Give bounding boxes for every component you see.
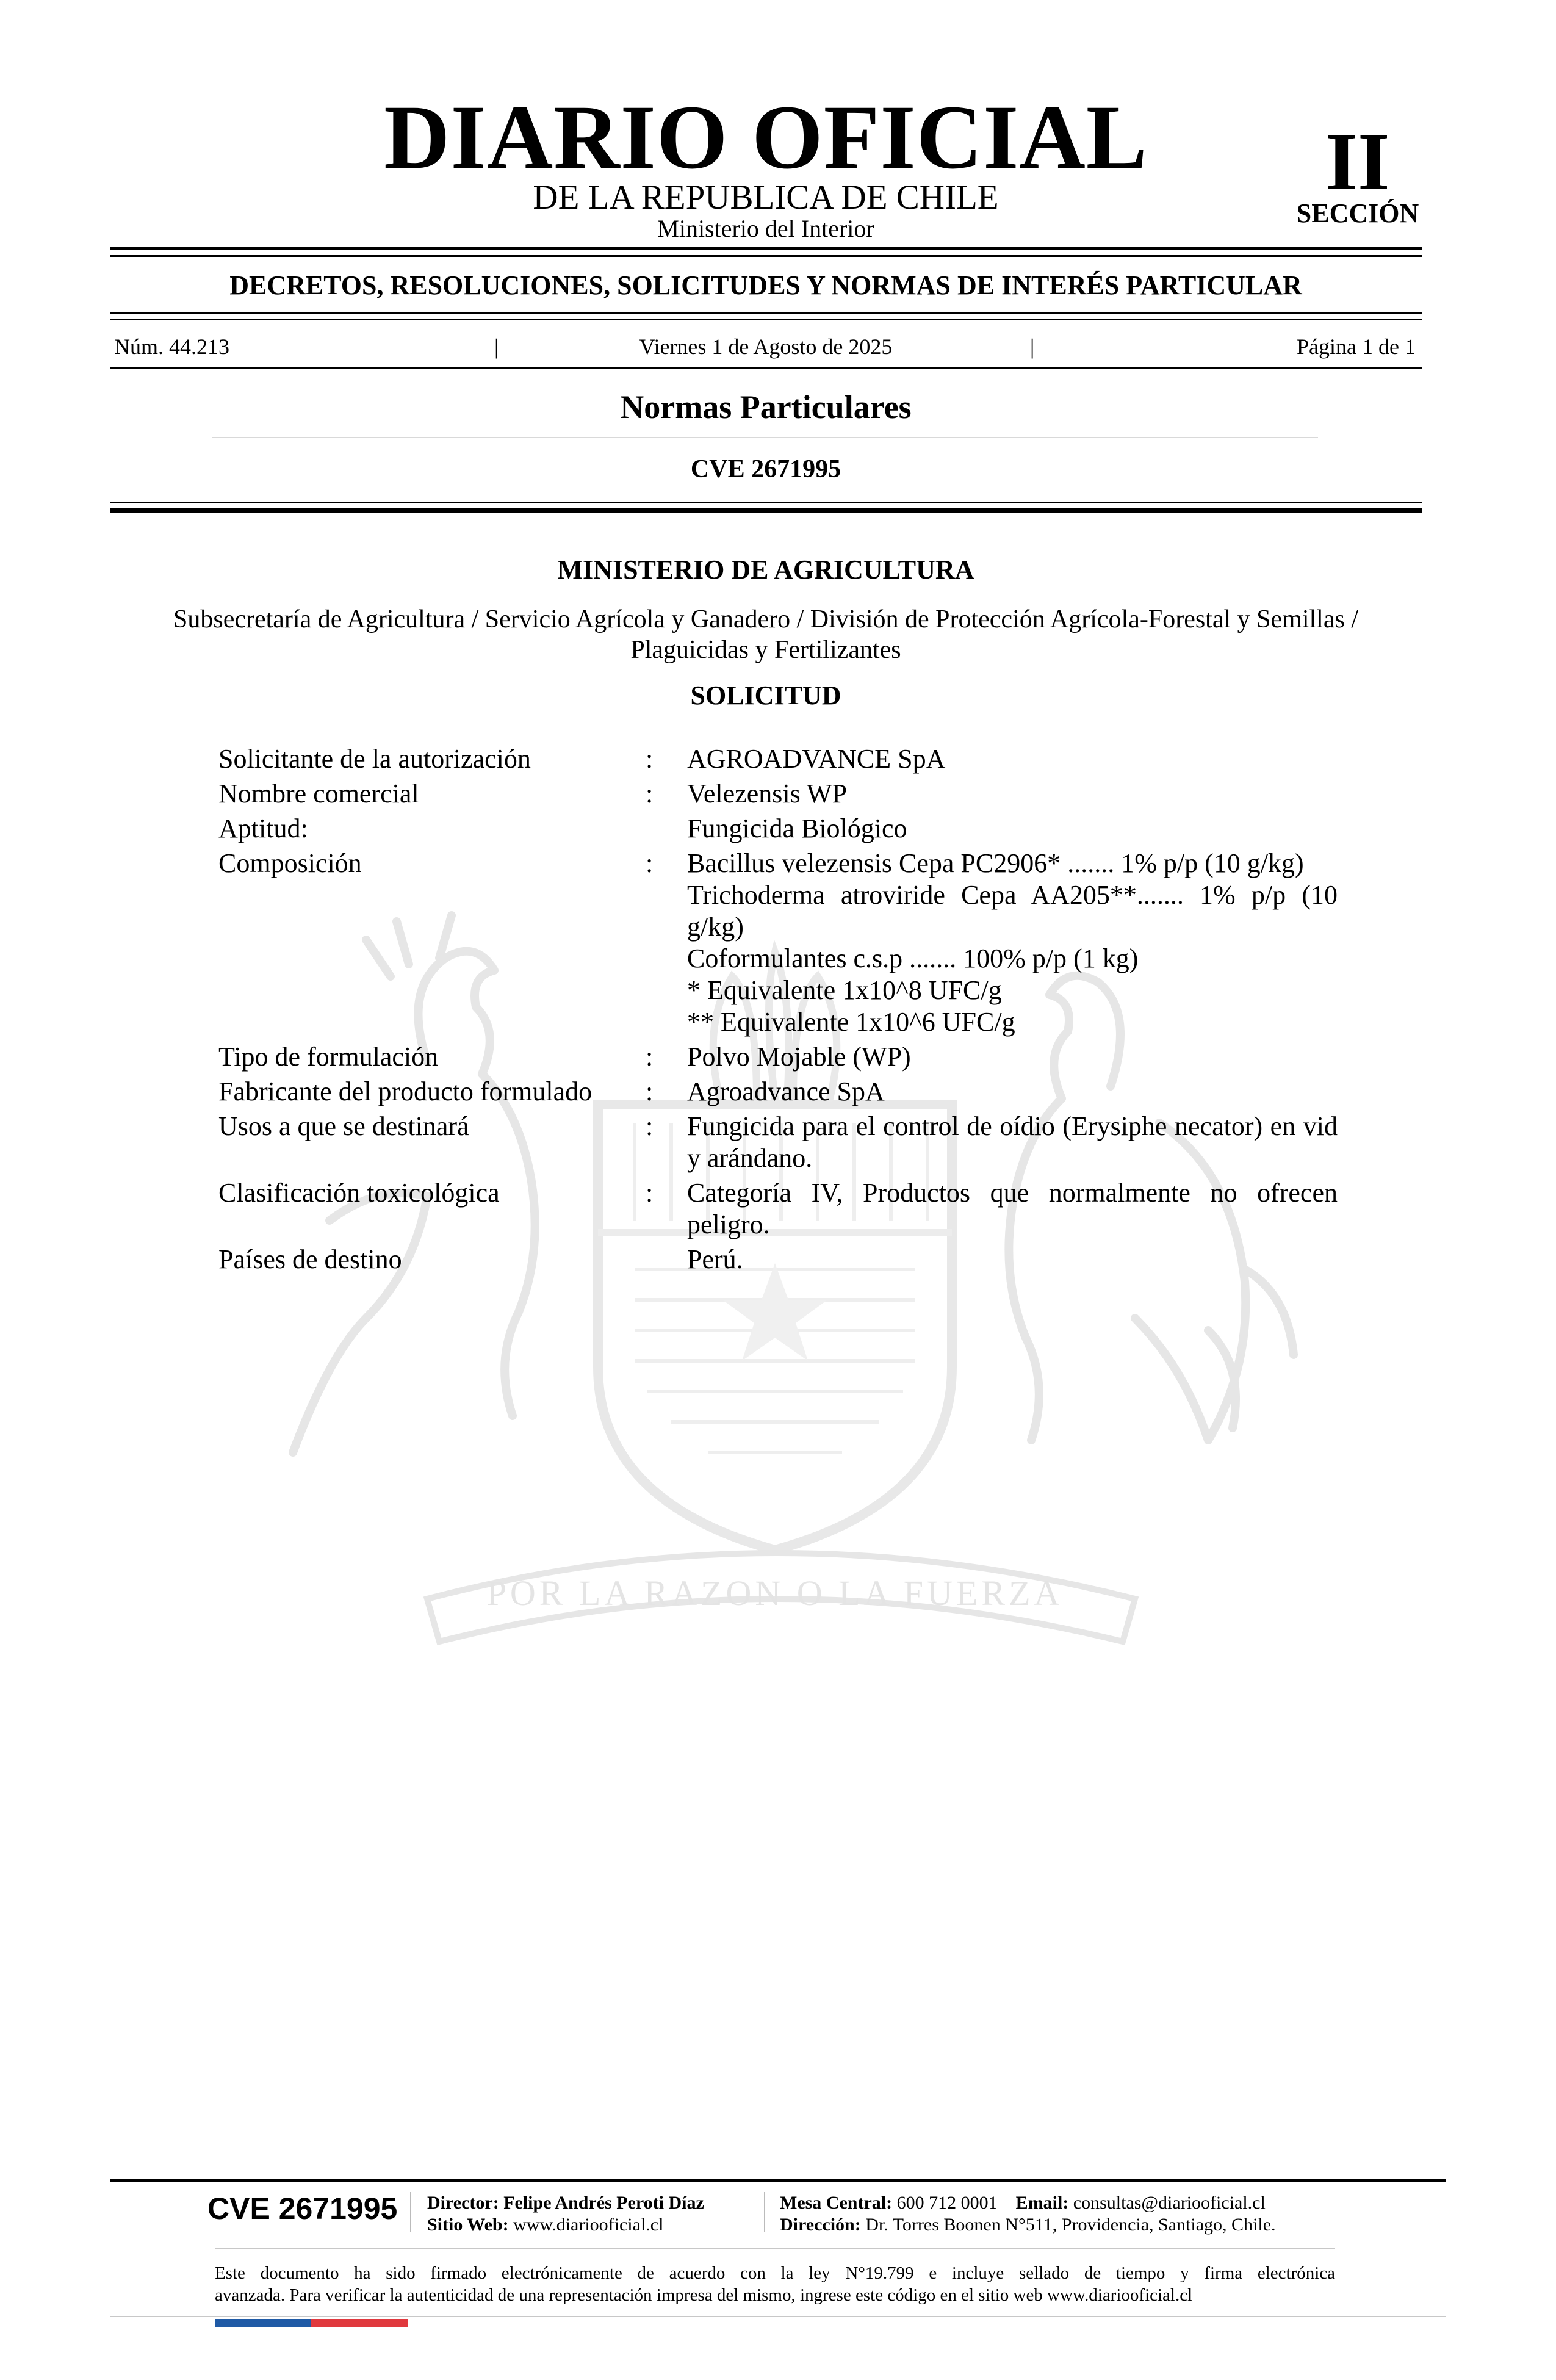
detail-label: Tipo de formulación xyxy=(218,1042,439,1072)
detail-value-line: ** Equivalente 1x10^6 UFC/g xyxy=(687,1007,1015,1037)
detail-value-line: Velezensis WP xyxy=(687,779,847,809)
banner-heading: DECRETOS, RESOLUCIONES, SOLICITUDES Y NORMAS DE INTERÉS PARTICULAR xyxy=(229,270,1302,300)
subsecretaria-line: Plaguicidas y Fertilizantes xyxy=(630,636,901,664)
header-rule-thin xyxy=(110,502,1422,503)
banner-rule-bottom xyxy=(110,319,1422,320)
detail-value xyxy=(687,1244,1338,1275)
footer-website-link[interactable]: www.diariooficial.cl xyxy=(513,2215,664,2235)
footer-rule-mid xyxy=(215,2248,1335,2249)
footer-legal-notice xyxy=(215,2262,1335,2306)
flag-stripe-blue xyxy=(215,2319,311,2327)
section-title-rule xyxy=(212,437,1318,438)
detail-value-line: Polvo Mojable (WP) xyxy=(687,1042,911,1072)
section-label: SECCIÓN xyxy=(1296,198,1419,228)
detail-label: Composición xyxy=(218,848,362,878)
detail-row-clasificacion xyxy=(218,1177,1338,1241)
detail-value-line: Coformulantes c.s.p ....... 100% p/p (1 kg) xyxy=(687,943,1139,973)
detail-row-tipo-formulacion xyxy=(218,1041,1338,1073)
detail-row-fabricante xyxy=(218,1076,1338,1108)
detail-value xyxy=(687,1111,1338,1174)
detail-value-line: Agroadvance SpA xyxy=(687,1076,885,1106)
page-indicator: Página 1 de 1 xyxy=(1297,334,1416,359)
section-roman-numeral: II xyxy=(1325,117,1390,207)
detail-value-line: * Equivalente 1x10^8 UFC/g xyxy=(687,975,1002,1005)
detail-colon: : xyxy=(646,779,654,809)
footer-email-label: Email: xyxy=(1015,2193,1069,2213)
header-rule-thick xyxy=(110,508,1422,513)
detail-value xyxy=(687,813,1338,845)
detail-colon: : xyxy=(646,1178,654,1208)
footer-rule-top xyxy=(110,2179,1446,2182)
detail-row-composicion xyxy=(218,848,1338,1038)
info-separator: | xyxy=(1030,334,1035,359)
subsecretaria-text xyxy=(110,604,1422,665)
footer-email-link[interactable]: consultas@diariooficial.cl xyxy=(1073,2193,1266,2213)
detail-colon xyxy=(646,1244,687,1275)
footer-director-label: Director: xyxy=(427,2193,499,2213)
masthead-rule-bottom xyxy=(110,255,1422,257)
footer-mesa-label: Mesa Central: xyxy=(780,2193,893,2213)
masthead-ministry: Ministerio del Interior xyxy=(657,215,874,242)
footer-address-value: Dr. Torres Boonen N°511, Providencia, Santiago, Chile. xyxy=(865,2215,1276,2235)
issue-number: Núm. 44.213 xyxy=(114,334,229,359)
detail-row-solicitante xyxy=(218,743,1338,775)
detail-value xyxy=(687,1177,1338,1241)
detail-value-line: Trichoderma atroviride Cepa AA205**....... 1% p/p (10 g/kg) xyxy=(687,880,1338,942)
detail-colon: : xyxy=(646,848,654,878)
detail-value xyxy=(687,1041,1338,1073)
detail-colon: : xyxy=(646,1076,654,1106)
detail-value xyxy=(687,1076,1338,1108)
detail-value-line: Bacillus velezensis Cepa PC2906* ....... 1% p/p (10 g/kg) xyxy=(687,848,1304,878)
detail-row-nombre-comercial xyxy=(218,778,1338,810)
footer-legal-line: avanzada. Para verificar la autenticidad de una representación impresa del mismo, ingrese este código en el sitio web www.diariooficial.cl xyxy=(215,2285,1193,2305)
issue-date: Viernes 1 de Agosto de 2025 xyxy=(639,334,893,359)
detail-value xyxy=(687,778,1338,810)
detail-value-line: Fungicida Biológico xyxy=(687,813,907,843)
masthead-rule-top xyxy=(110,247,1422,250)
section-title: Normas Particulares xyxy=(620,389,912,425)
banner-rule-top xyxy=(110,312,1422,314)
footer-website-label: Sitio Web: xyxy=(427,2215,509,2235)
detail-label: Países de destino xyxy=(218,1244,402,1274)
detail-colon: : xyxy=(646,744,654,774)
footer-rule-bottom xyxy=(110,2316,1446,2317)
document-type-heading: SOLICITUD xyxy=(690,680,841,710)
detail-label: Usos a que se destinará xyxy=(218,1111,469,1141)
detail-value-line: Categoría IV, Productos que normalmente no ofrecen peligro. xyxy=(687,1178,1338,1239)
flag-stripe-red xyxy=(311,2319,408,2327)
masthead-title: DIARIO OFICIAL xyxy=(384,87,1148,188)
detail-value-line: Perú. xyxy=(687,1244,743,1274)
section-cve: CVE 2671995 xyxy=(690,455,841,483)
detail-colon xyxy=(646,813,687,845)
detail-row-aptitud xyxy=(218,813,1338,845)
ministry-heading: MINISTERIO DE AGRICULTURA xyxy=(557,555,974,585)
detail-label: Solicitante de la autorización xyxy=(218,744,531,774)
detail-row-paises-destino xyxy=(218,1244,1338,1275)
detail-value xyxy=(687,848,1338,1038)
detail-value xyxy=(687,743,1338,775)
detail-colon: : xyxy=(646,1111,654,1141)
subsecretaria-line: Subsecretaría de Agricultura / Servicio Agrícola y Ganadero / División de Protección Agrícola-Forestal y Semillas / xyxy=(173,605,1358,633)
motto-text: POR LA RAZON O LA FUERZA xyxy=(486,1573,1064,1613)
footer-divider xyxy=(410,2192,411,2232)
footer-mesa-value: 600 712 0001 xyxy=(896,2193,998,2213)
footer-divider xyxy=(764,2192,765,2232)
request-details xyxy=(218,743,1338,1278)
detail-label: Clasificación toxicológica xyxy=(218,1178,500,1208)
detail-label: Nombre comercial xyxy=(218,779,419,809)
detail-value-line: Fungicida para el control de oídio (Erysiphe necator) en vid y arándano. xyxy=(687,1111,1338,1173)
footer-contact-block xyxy=(780,2192,1276,2236)
footer-address-label: Dirección: xyxy=(780,2215,861,2235)
masthead-subtitle: DE LA REPUBLICA DE CHILE xyxy=(533,178,999,217)
detail-value-line: AGROADVANCE SpA xyxy=(687,744,946,774)
footer-legal-line: Este documento ha sido firmado electrónicamente de acuerdo con la ley N°19.799 e incluye sellado de tiempo y firma electrónica xyxy=(215,2263,1335,2283)
footer-cve: CVE 2671995 xyxy=(207,2191,398,2226)
info-separator: | xyxy=(494,334,499,359)
detail-colon: : xyxy=(646,1042,654,1072)
footer-director-name: Felipe Andrés Peroti Díaz xyxy=(503,2193,704,2213)
detail-row-usos xyxy=(218,1111,1338,1174)
footer-director-block xyxy=(427,2192,704,2236)
detail-label: Aptitud: xyxy=(218,813,308,843)
detail-label: Fabricante del producto formulado xyxy=(218,1076,593,1106)
info-rule xyxy=(110,367,1422,369)
